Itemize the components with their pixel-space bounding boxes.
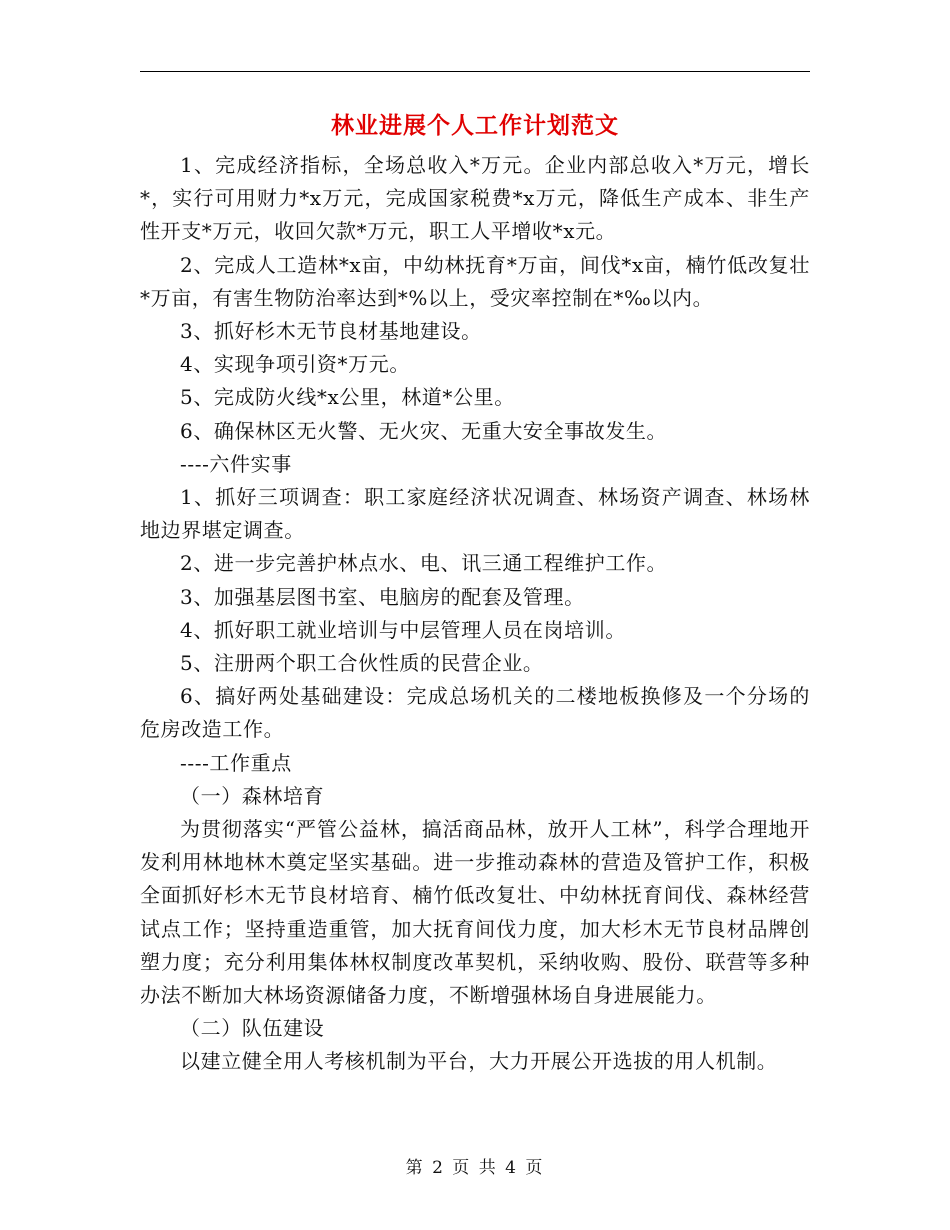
paragraph-firebreak: 5、完成防火线*x公里，林道*公里。 <box>180 385 515 410</box>
subheading-team-building: （二）队伍建设 <box>180 1016 325 1041</box>
paragraph-library: 3、加强基层图书室、电脑房的配套及管理。 <box>180 584 585 609</box>
paragraph-economic-targets: 1、完成经济指标，全场总收入*万元。企业内部总收入*万元，增长*，实行可用财力*x万元，完成国家税费*x万元，降低生产成本、非生产性开支*万元，收回欠款*万元，职工人平增收*x元。 <box>140 153 810 244</box>
section-heading-six-tasks: ----六件实事 <box>180 451 292 476</box>
page-footer: 第 2 页 共 4 页 <box>405 1158 545 1178</box>
document-title: 林业进展个人工作计划范文 <box>331 112 619 139</box>
paragraph-enterprises: 5、注册两个职工合伙性质的民营企业。 <box>180 651 544 676</box>
paragraph-afforestation: 2、完成人工造林*x亩，中幼林抚育*万亩，间伐*x亩，楠竹低改复壮*万亩，有害生物防治率达到*%以上，受灾率控制在*‰以内。 <box>140 252 810 310</box>
paragraph-safety: 6、确保林区无火警、无火灾、无重大安全事故发生。 <box>180 418 668 443</box>
subheading-forest-cultivation: （一）森林培育 <box>180 783 325 808</box>
paragraph-surveys: 1、抓好三项调查：职工家庭经济状况调查、林场资产调查、林场林地边界堪定调查。 <box>140 485 810 543</box>
paragraph-construction: 6、搞好两处基础建设：完成总场机关的二楼地板换修及一个分场的危房改造工作。 <box>140 684 810 742</box>
paragraph-training: 4、抓好职工就业培训与中层管理人员在岗培训。 <box>180 617 626 642</box>
paragraph-utilities: 2、进一步完善护林点水、电、讯三通工程维护工作。 <box>180 551 668 576</box>
paragraph-fir-base: 3、抓好杉木无节良材基地建设。 <box>180 319 482 344</box>
section-heading-key-work: ----工作重点 <box>180 750 292 775</box>
paragraph-investment: 4、实现争项引资*万元。 <box>180 352 410 377</box>
paragraph-forest-cultivation: 为贯彻落实“严管公益林，搞活商品林，放开人工林”，科学合理地开发利用林地林木奠定坚实基础。进一步推动森林的营造及管护工作，积极全面抓好杉木无节良材培育、楠竹低改复壮、中幼林抚育间伐、森林经营试点工作；坚持重造重管，加大抚育间伐力度，加大杉木无节良材品牌创塑力度；充分利用集体林权制度改革契机，采纳收购、股份、联营等多种办法不断加大林场资源储备力度，不断增强林场自身进展能力。 <box>140 817 810 1008</box>
document-body <box>140 149 810 1079</box>
paragraph-team-building: 以建立健全用人考核机制为平台，大力开展公开选拔的用人机制。 <box>180 1049 778 1074</box>
header-rule <box>140 71 810 72</box>
